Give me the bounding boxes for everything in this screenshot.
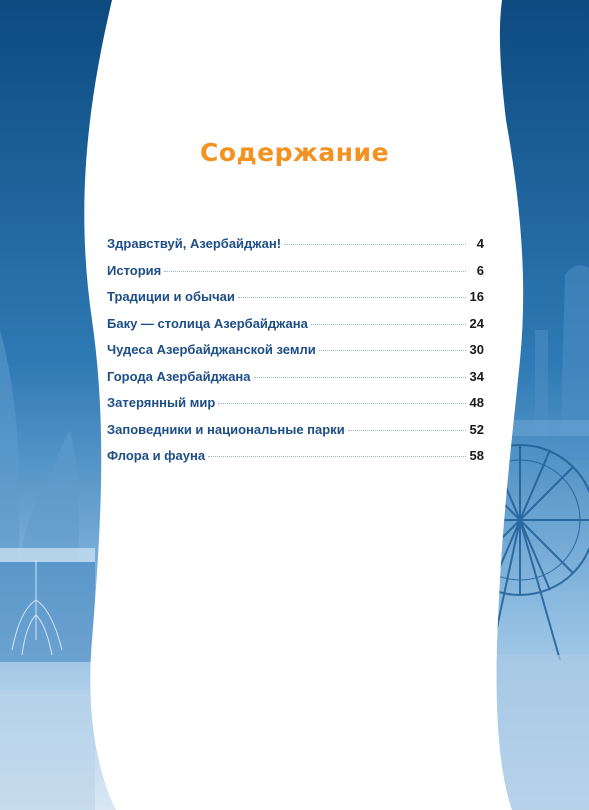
dot-leader: [254, 377, 466, 378]
toc-item[interactable]: [107, 422, 484, 449]
toc-item-label: Чудеса Азербайджанской земли: [107, 342, 316, 357]
toc-item-page: 4: [476, 236, 484, 251]
toc-item-label: История: [107, 262, 162, 278]
toc-item[interactable]: [107, 448, 484, 475]
dot-leader: [218, 403, 465, 404]
dot-leader: [164, 271, 466, 272]
toc-title: Содержание: [199, 138, 390, 167]
toc-item[interactable]: [107, 316, 484, 343]
toc-item[interactable]: [107, 263, 484, 290]
toc-list: [107, 236, 484, 475]
dot-leader: [348, 430, 466, 431]
toc-item-page: 34: [469, 368, 484, 384]
dot-leader: [284, 244, 466, 245]
toc-item-page: 16: [469, 289, 484, 304]
toc-item-label: Флора и фауна: [107, 448, 206, 463]
toc-item-label: Затерянный мир: [107, 395, 216, 410]
toc-item-page: 52: [469, 421, 484, 437]
toc-item[interactable]: [107, 236, 484, 263]
toc-item-page: 30: [469, 342, 484, 357]
toc-item[interactable]: [107, 369, 484, 396]
toc-item-page: 48: [469, 395, 484, 410]
toc-item-label: Города Азербайджана: [107, 368, 251, 384]
toc-item-label: Заповедники и национальные парки: [107, 421, 345, 437]
toc-item-page: 58: [469, 448, 484, 463]
toc-item[interactable]: [107, 289, 484, 316]
dot-leader: [238, 297, 466, 298]
toc-item-page: 6: [476, 262, 484, 278]
dot-leader: [319, 350, 466, 351]
toc-item[interactable]: [107, 342, 484, 369]
left-waterline: [0, 548, 95, 562]
dot-leader: [311, 324, 466, 325]
toc-item[interactable]: [107, 395, 484, 422]
toc-item-label: Традиции и обычаи: [107, 289, 235, 304]
toc-item-label: Баку — столица Азербайджана: [107, 315, 308, 331]
dot-leader: [208, 456, 465, 457]
toc-item-label: Здравствуй, Азербайджан!: [107, 236, 282, 251]
toc-item-page: 24: [469, 315, 484, 331]
